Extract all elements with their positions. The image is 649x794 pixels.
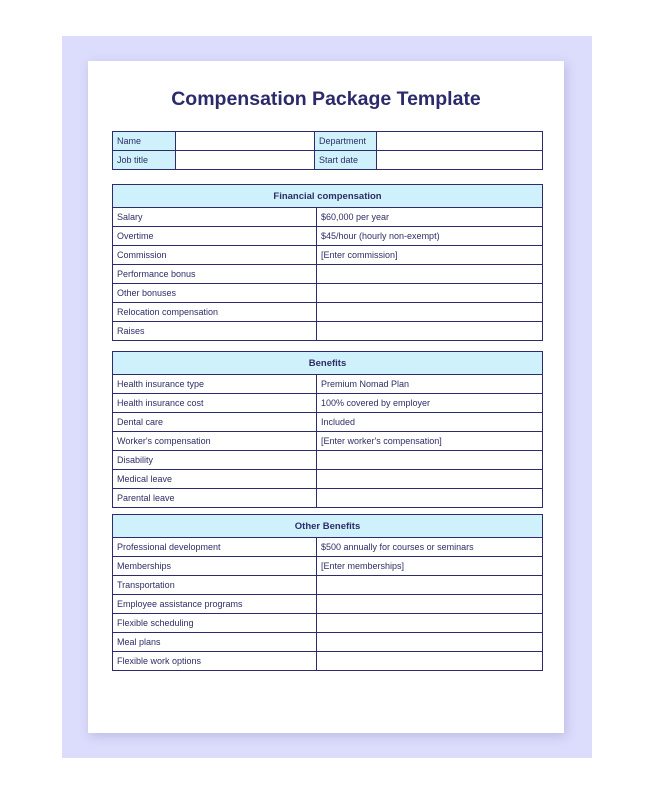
row-value[interactable]	[317, 451, 543, 470]
row-label: Worker's compensation	[113, 432, 317, 451]
table-row	[113, 265, 543, 284]
table-row	[113, 284, 543, 303]
row-value[interactable]: [Enter memberships]	[317, 557, 543, 576]
row-value[interactable]	[317, 633, 543, 652]
table-row	[113, 470, 543, 489]
row-value[interactable]: Premium Nomad Plan	[317, 375, 543, 394]
table-row	[113, 246, 543, 265]
row-label: Meal plans	[113, 633, 317, 652]
row-value[interactable]: $60,000 per year	[317, 208, 543, 227]
table-row	[113, 303, 543, 322]
other-benefits-table	[112, 514, 543, 671]
name-label: Name	[113, 132, 176, 151]
row-value[interactable]: $45/hour (hourly non-exempt)	[317, 227, 543, 246]
row-label: Other bonuses	[113, 284, 317, 303]
row-label: Professional development	[113, 538, 317, 557]
row-value[interactable]	[317, 470, 543, 489]
row-label: Flexible scheduling	[113, 614, 317, 633]
table-row	[113, 633, 543, 652]
table-row	[113, 151, 543, 170]
section-heading: Other Benefits	[113, 515, 543, 538]
row-value[interactable]	[317, 595, 543, 614]
table-row	[113, 322, 543, 341]
row-label: Medical leave	[113, 470, 317, 489]
department-field[interactable]	[377, 132, 543, 151]
row-value[interactable]	[317, 576, 543, 595]
table-row	[113, 132, 543, 151]
table-row	[113, 394, 543, 413]
department-label: Department	[315, 132, 377, 151]
table-row	[113, 652, 543, 671]
section-heading: Financial compensation	[113, 185, 543, 208]
start-date-field[interactable]	[377, 151, 543, 170]
row-label: Health insurance type	[113, 375, 317, 394]
table-row	[113, 538, 543, 557]
row-label: Dental care	[113, 413, 317, 432]
table-row	[113, 227, 543, 246]
row-value[interactable]	[317, 652, 543, 671]
table-row	[113, 451, 543, 470]
row-value[interactable]	[317, 303, 543, 322]
section-heading: Benefits	[113, 352, 543, 375]
row-value[interactable]: $500 annually for courses or seminars	[317, 538, 543, 557]
table-row	[113, 557, 543, 576]
row-value[interactable]: [Enter commission]	[317, 246, 543, 265]
row-label: Salary	[113, 208, 317, 227]
row-label: Overtime	[113, 227, 317, 246]
row-label: Performance bonus	[113, 265, 317, 284]
row-value[interactable]: [Enter worker's compensation]	[317, 432, 543, 451]
table-row	[113, 432, 543, 451]
document-title: Compensation Package Template	[171, 88, 481, 110]
row-label: Commission	[113, 246, 317, 265]
row-label: Flexible work options	[113, 652, 317, 671]
row-value[interactable]	[317, 265, 543, 284]
table-row	[113, 595, 543, 614]
row-value[interactable]	[317, 489, 543, 508]
row-value[interactable]	[317, 614, 543, 633]
table-row	[113, 489, 543, 508]
job-title-label: Job title	[113, 151, 176, 170]
row-value[interactable]	[317, 322, 543, 341]
row-label: Health insurance cost	[113, 394, 317, 413]
name-field[interactable]	[176, 132, 315, 151]
row-value[interactable]	[317, 284, 543, 303]
row-label: Disability	[113, 451, 317, 470]
job-title-field[interactable]	[176, 151, 315, 170]
row-label: Raises	[113, 322, 317, 341]
row-label: Transportation	[113, 576, 317, 595]
employee-info-table	[112, 131, 543, 170]
row-label: Relocation compensation	[113, 303, 317, 322]
financial-compensation-table	[112, 184, 543, 341]
row-label: Parental leave	[113, 489, 317, 508]
row-label: Memberships	[113, 557, 317, 576]
row-value[interactable]: Included	[317, 413, 543, 432]
table-row	[113, 375, 543, 394]
table-row	[113, 614, 543, 633]
row-value[interactable]: 100% covered by employer	[317, 394, 543, 413]
document-sheet	[88, 61, 564, 733]
table-row	[113, 576, 543, 595]
benefits-table	[112, 351, 543, 508]
start-date-label: Start date	[315, 151, 377, 170]
row-label: Employee assistance programs	[113, 595, 317, 614]
table-row	[113, 208, 543, 227]
table-row	[113, 413, 543, 432]
